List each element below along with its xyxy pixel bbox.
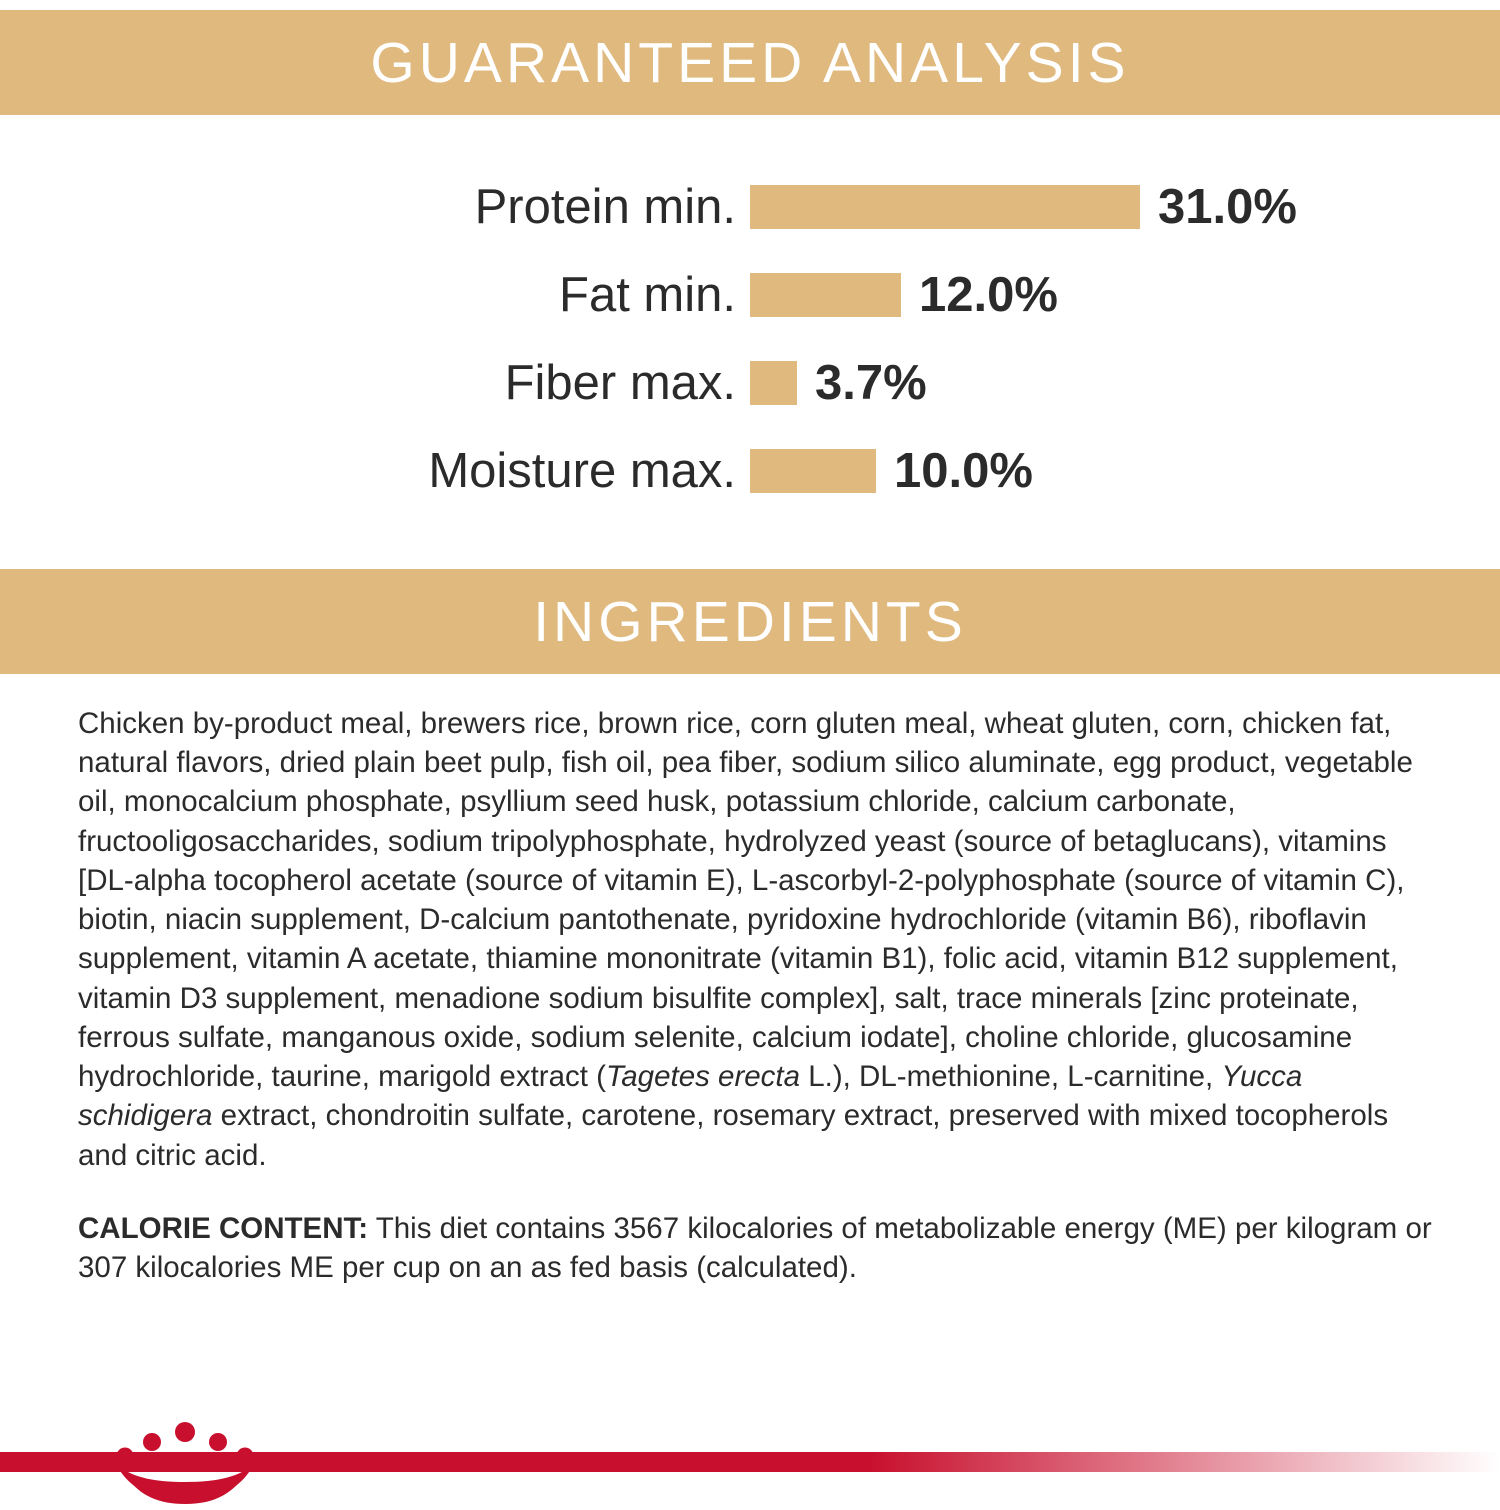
ingredients-list: Chicken by-product meal, brewers rice, brown rice, corn gluten meal, wheat gluten, corn, chicken fat, natural flavors, dried plain beet pulp, fish oil, pea fiber, sodium silico aluminate, egg product, vegetable oil, monocalcium phosphate, psyllium seed husk, potassium chloride, calcium carbonate, fructooligosaccharides, sodium tripolyphosphate, hydrolyzed yeast (source of betaglucans), vitamins [DL-alpha tocopherol acetate (source of vitamin E), L-ascorbyl-2-polyphosphate (source of vitamin C), biotin, niacin supplement, D-calcium pantothenate, pyridoxine hydrochloride (vitamin B6), riboflavin supplement, vitamin A acetate, thiamine mononitrate (vitamin B1), folic acid, vitamin B12 supplement, vitamin D3 supplement, menadione sodium bisulfite complex], salt, trace minerals [zinc proteinate, ferrous sulfate, manganous oxide, sodium selenite, calcium iodate], choline chloride, glucosamine hydrochloride, taurine, marigold extract (Tagetes erecta L.), DL-methionine, L-carnitine, Yucca schidigera extract, chondroitin sulfate, carotene, rosemary extract, preserved with mixed tocopherols and citric acid.	[78, 707, 1413, 1172]
analysis-bar	[750, 361, 797, 405]
analysis-bar	[750, 185, 1140, 229]
ingredients-title: INGREDIENTS	[533, 589, 967, 654]
guaranteed-analysis-chart	[0, 115, 1500, 567]
royal-canin-crown-icon	[100, 1420, 270, 1510]
calorie-content-label: CALORIE CONTENT:	[78, 1211, 369, 1245]
analysis-row	[0, 251, 1500, 339]
analysis-row	[0, 339, 1500, 427]
analysis-row	[0, 427, 1500, 515]
section-header-ingredients	[0, 569, 1500, 674]
guaranteed-analysis-title: GUARANTEED ANALYSIS	[370, 30, 1130, 95]
analysis-label: Fiber max.	[504, 356, 736, 410]
footer	[0, 1414, 1500, 1510]
ingredients-section	[0, 674, 1500, 1287]
analysis-label: Fat min.	[559, 268, 736, 322]
analysis-bar	[750, 273, 901, 317]
calorie-content-text: This diet contains 3567 kilocalories of metabolizable energy (ME) per kilogram or 307 kilocalories ME per cup on an as fed basis (calculated).	[78, 1211, 1432, 1285]
analysis-label: Moisture max.	[428, 444, 736, 498]
analysis-row	[0, 163, 1500, 251]
analysis-bar	[750, 449, 876, 493]
analysis-value: 10.0%	[894, 444, 1033, 498]
analysis-value: 31.0%	[1158, 180, 1297, 234]
analysis-label: Protein min.	[474, 180, 736, 234]
nutrition-panel	[0, 10, 1500, 1510]
section-header-guaranteed-analysis	[0, 10, 1500, 115]
calorie-content	[78, 1209, 1438, 1287]
analysis-value: 3.7%	[815, 356, 927, 410]
analysis-value: 12.0%	[919, 268, 1058, 322]
